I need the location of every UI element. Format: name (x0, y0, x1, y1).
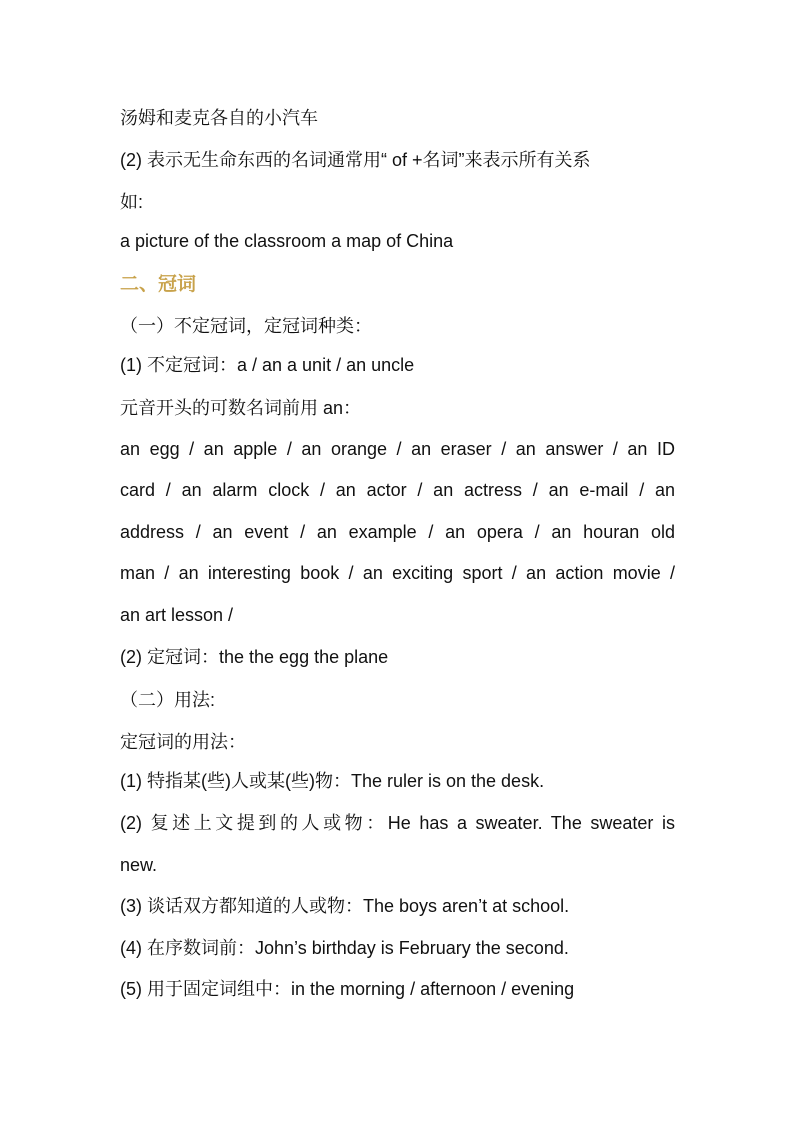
subheading-article-types: （一）不定冠词，定冠词种类： (120, 316, 372, 336)
usage-item-2: (2) 复述上文提到的人或物：He has a sweater. The sweater is (120, 813, 675, 833)
text-line-example-label: 如: (120, 192, 144, 212)
text-line-vowel-rule: 元音开头的可数名词前用 an： (120, 398, 362, 418)
text-line-definite-article: (2) 定冠词：the the egg the plane (120, 647, 389, 667)
text-line-an-examples-1: an egg / an apple / an orange / an eraser / an answer / an ID (120, 439, 675, 459)
text-line-indefinite-article: (1) 不定冠词：a / an a unit / an uncle (120, 355, 415, 375)
subheading-usage: （二）用法: (120, 690, 216, 710)
usage-item-4: (4) 在序数词前：John’s birthday is February the second. (120, 938, 569, 958)
usage-item-1: (1) 特指某(些)人或某(些)物：The ruler is on the desk. (120, 771, 545, 791)
text-line-an-examples-5: an art lesson / (120, 605, 234, 625)
text-line-an-examples-3: address / an event / an example / an opera / an houran old (120, 522, 675, 542)
text-line-definite-usage-title: 定冠词的用法： (120, 732, 246, 752)
usage-item-5: (5) 用于固定词组中：in the morning / afternoon / evening (120, 979, 575, 999)
usage-item-2-continued: new. (120, 855, 158, 875)
text-line-an-examples-4: man / an interesting book / an exciting sport / an action movie / (120, 563, 675, 583)
usage-item-3: (3) 谈话双方都知道的人或物：The boys aren’t at school. (120, 896, 570, 916)
text-line-rule-of-noun: (2) 表示无生命东西的名词通常用“ of +名词”来表示所有关系 (120, 150, 591, 170)
text-line-an-examples-2: card / an alarm clock / an actor / an actress / an e-mail / an (120, 480, 675, 500)
text-line-example-picture-map: a picture of the classroom a map of China (120, 231, 454, 251)
text-line-owner-cars: 汤姆和麦克各自的小汽车 (120, 108, 318, 128)
section-heading-articles: 二、冠词 (120, 274, 197, 295)
